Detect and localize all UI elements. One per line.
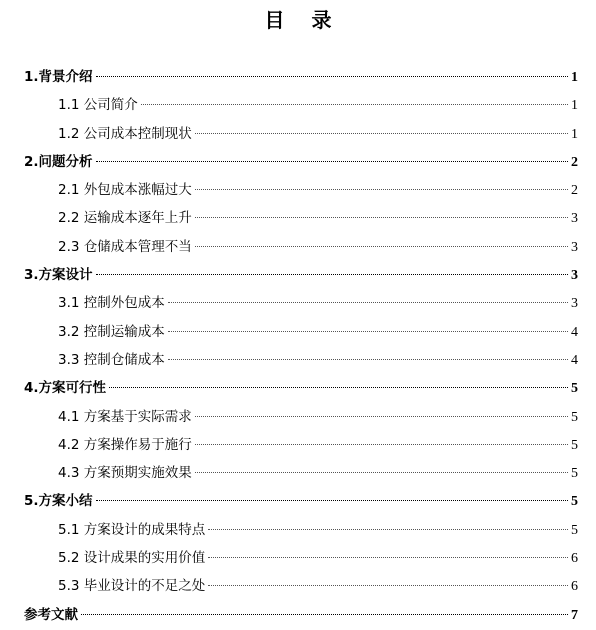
toc-page-number: 4: [571, 324, 578, 340]
toc-dot-leader: [208, 529, 568, 530]
toc-entry-label: 2.3 仓储成本管理不当: [58, 238, 192, 255]
toc-entry-label: 3.方案设计: [24, 267, 93, 284]
toc-dot-leader: [195, 444, 568, 445]
toc-entry-3-2[interactable]: [24, 318, 578, 346]
toc-entry-2[interactable]: [24, 148, 578, 176]
toc-page-number: 5: [571, 437, 578, 453]
toc-dot-leader: [195, 472, 568, 473]
toc-entry-label: 4.方案可行性: [24, 380, 107, 397]
toc-entry-5-2[interactable]: [24, 544, 578, 572]
toc-entry-label: 1.背景介绍: [24, 69, 93, 85]
toc-dot-leader: [168, 331, 568, 332]
toc-dot-leader: [96, 76, 568, 77]
toc-entry-4-2[interactable]: [24, 431, 578, 459]
toc-dot-leader: [195, 416, 568, 417]
toc-entry-label: 3.2 控制运输成本: [58, 323, 165, 340]
toc-entry-3-1[interactable]: [24, 289, 578, 317]
toc-entry-1[interactable]: [24, 63, 578, 91]
toc-entry-label: 3.3 控制仓储成本: [58, 351, 165, 368]
toc-entry-label: 1.2 公司成本控制现状: [58, 125, 192, 142]
toc-dot-leader: [109, 387, 568, 388]
toc-entry-4[interactable]: [24, 374, 578, 402]
toc-entry-label: 4.1 方案基于实际需求: [58, 408, 192, 425]
toc-entry-4-3[interactable]: [24, 459, 578, 487]
toc-entry-label: 2.1 外包成本涨幅过大: [58, 182, 192, 199]
toc-title: 目 录: [264, 8, 342, 32]
toc-page-number: 3: [571, 211, 578, 227]
toc-entry-label: 2.问题分析: [24, 153, 93, 170]
toc-page-number: 1: [571, 98, 578, 114]
toc-dot-leader: [168, 302, 568, 303]
toc-page-number: 5: [571, 409, 578, 425]
toc-entry-label: 1.1 公司简介: [58, 97, 138, 114]
toc-dot-leader: [195, 189, 568, 190]
toc-page-number: 6: [571, 579, 578, 595]
toc-entry-label: 5.1 方案设计的成果特点: [58, 521, 206, 538]
toc-entry-label: 5.3 毕业设计的不足之处: [58, 578, 206, 595]
toc-dot-leader: [208, 585, 568, 586]
toc-entry-label: 参考文献: [24, 606, 78, 623]
toc-dot-leader: [96, 274, 568, 275]
toc-page-number: 2: [571, 183, 578, 199]
toc-entry-label: 4.2 方案操作易于施行: [58, 436, 192, 453]
toc-entry-label: 4.3 方案预期实施效果: [58, 465, 192, 482]
toc-dot-leader: [141, 104, 568, 105]
toc-page-number: 7: [571, 607, 578, 623]
toc-entry-2-3[interactable]: [24, 233, 578, 261]
toc-page-number: 3: [571, 239, 578, 255]
toc-dot-leader: [195, 133, 568, 134]
toc-entry-2-2[interactable]: [24, 204, 578, 232]
toc-entry-2-1[interactable]: [24, 176, 578, 204]
toc-dot-leader: [195, 217, 568, 218]
toc-entry-4-1[interactable]: [24, 403, 578, 431]
toc-entry-label: 5.2 设计成果的实用价值: [58, 550, 206, 567]
toc-entry-5[interactable]: [24, 487, 578, 515]
toc-entry-3-3[interactable]: [24, 346, 578, 374]
toc-page-number: 3: [571, 268, 578, 284]
toc-dot-leader: [96, 161, 568, 162]
toc-entry-5-3[interactable]: [24, 572, 578, 600]
toc-page-number: 1: [571, 70, 578, 85]
toc-page-number: 1: [571, 126, 578, 142]
toc-page-number: 3: [571, 296, 578, 312]
toc-dot-leader: [96, 500, 568, 501]
toc-page-number: 5: [571, 466, 578, 482]
toc-dot-leader: [208, 557, 568, 558]
toc-entry-1-2[interactable]: [24, 120, 578, 148]
toc-dot-leader: [195, 246, 568, 247]
toc-entry-label: 5.方案小结: [24, 493, 93, 510]
toc-dot-leader: [168, 359, 568, 360]
toc-entry-1-1[interactable]: [24, 91, 578, 119]
toc-page-number: 4: [571, 352, 578, 368]
toc-list: [24, 63, 578, 629]
toc-entry-3[interactable]: [24, 261, 578, 289]
toc-entry-label: 3.1 控制外包成本: [58, 295, 165, 312]
toc-entry-5-1[interactable]: [24, 516, 578, 544]
toc-page-number: 5: [571, 494, 578, 510]
toc-dot-leader: [81, 614, 568, 615]
toc-page-number: 2: [571, 154, 578, 170]
toc-page-number: 5: [571, 522, 578, 538]
toc-page-number: 5: [571, 381, 578, 397]
toc-page-number: 6: [571, 551, 578, 567]
toc-entry-label: 2.2 运输成本逐年上升: [58, 210, 192, 227]
toc-entry-references[interactable]: [24, 601, 578, 629]
